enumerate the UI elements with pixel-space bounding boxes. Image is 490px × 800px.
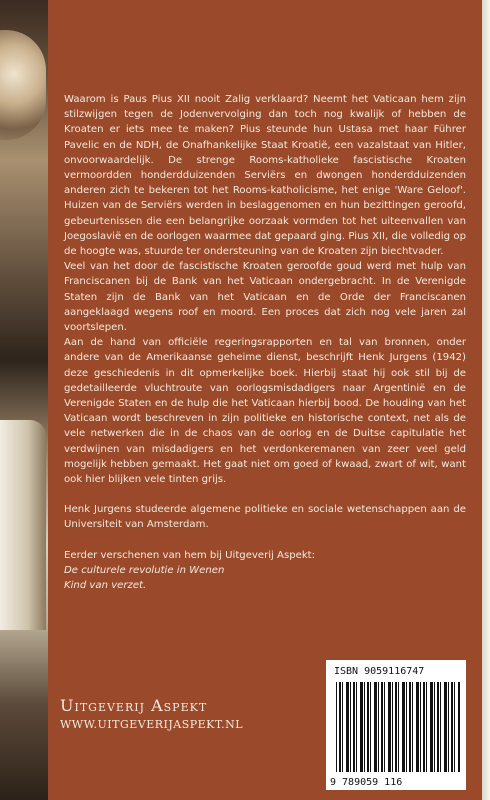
blurb-text <box>64 92 466 593</box>
earlier-title-2: Kind van verzet. <box>64 580 147 592</box>
publisher-block <box>60 696 290 731</box>
earlier-works-heading: Eerder verschenen van hem bij Uitgeverij Aspekt: <box>64 549 316 561</box>
blurb-paragraph-2: Veel van het door de fascistische Kroaten geroofde goud werd met hulp van Franciscanen bij de Bank van het Vaticaan ondergebracht. In de Verenigde Staten zijn de Bank van het Vaticaan en de Orde der Franciscanen aangeklaagd wegens roof en moord. Een proces dat zich nog vele jaren zal voortslepen. <box>64 261 466 334</box>
pope-portrait-image <box>0 30 46 140</box>
barcode-digits: 9 789059 116 <box>330 777 403 788</box>
isbn-label: ISBN 9059116747 <box>334 666 425 677</box>
blurb-paragraph-1: Waarom is Paus Pius XII nooit Zalig verklaard? Neemt het Vaticaan hem zijn stilzwijgen tegen de Jodenvervolging dan toch nog kwalijk of hebben de Kroaten er iets mee te maken? Pius steunde hun Ustasa met haar Führer Pavelic en de NDH, de Onafhankelijke Staat Kroatië, een vazalstaat van Hitler, onvoorwaardelijk. De strenge Rooms-katholieke fascistische Kroaten vermoordden honderdduizenden Serviërs en dwongen honderdduizenden anderen zich te bekeren tot het Rooms-katholicisme, het enige 'Ware Geloof'. Huizen van de Serviërs werden in beslaggenomen en hun bezittingen geroofd, gebeurtenissen die een belangrijke oorzaak vormden tot het uiteenvallen van Joegoslavië en de oorlogen waarmee dat gepaard ging. Pius XII, die volledig op de hoogte was, stuurde ter ondersteuning van de Kroaten zijn biechtvader. <box>64 94 466 258</box>
publisher-url: WWW.UITGEVERIJASPEKT.NL <box>60 718 244 731</box>
author-bio: Henk Jurgens studeerde algemene politieke en sociale wetenschappen aan de Universiteit van Amsterdam. <box>64 504 466 531</box>
barcode <box>326 660 466 790</box>
publisher-name: Uitgeverij Aspekt <box>60 696 208 715</box>
cover-photo-strip <box>0 0 48 800</box>
barcode-bars-icon <box>336 682 460 772</box>
blurb-paragraph-3: Aan de hand van officiële regeringsrapporten en tal van bronnen, onder andere van de Amerikaanse geheime dienst, beschrijft Henk Jurgens (1942) deze geschiedenis in dit opmerkelijke boek. Hierbij staat hij ook stil bij de gedetailleerde vluchtroute van oorlogsmisdadigers naar Argentinië en de Verenigde Staten en de hulp die het Vaticaan hierbij bood. De houding van het Vaticaan wordt beschreven in zijn politieke en historische context, net als de vele netwerken die in de chaos van de oorlog en de Duitse capitulatie het verdwijnen van misdadigers en het verdonkeremanen van zeer veel geld mogelijk hebben gemaakt. Het gaat niet om goed of kwaad, zwart of wit, want ook hier blijken vele tinten grijs. <box>64 337 466 486</box>
page-edge <box>482 0 490 800</box>
earlier-title-1: De culturele revolutie in Wenen <box>64 564 225 576</box>
robe-image <box>0 420 46 630</box>
